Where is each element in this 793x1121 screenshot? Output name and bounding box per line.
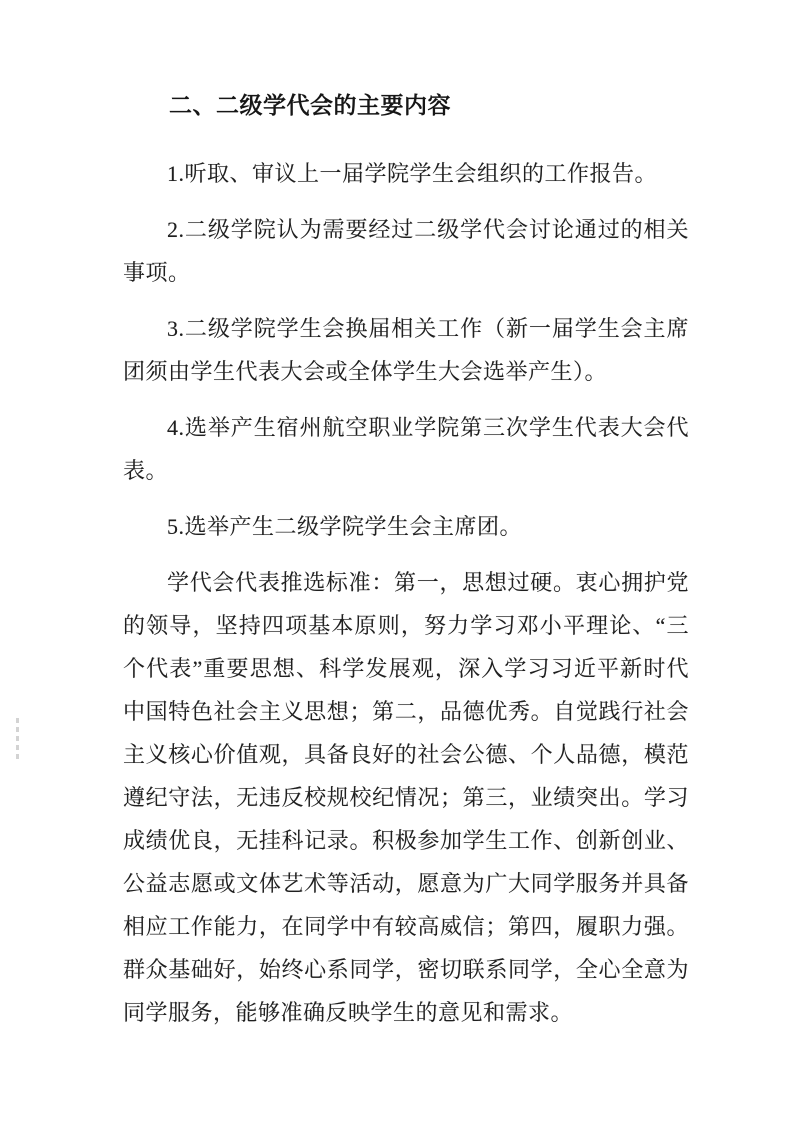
paragraph: 学代会代表推选标准：第一，思想过硬。衷心拥护党的领导，坚持四项基本原则，努力学习邓小平理论、“三个代表”重要思想、科学发展观，深入学习习近平新时代中国特色社会主义思想；第二，品德优秀。自觉践行社会主义核心价值观，具备良好的社会公德、个人品德，模范遵纪守法，无违反校规校纪情况；第三，业绩突出。学习成绩优良，无挂科记录。积极参加学生工作、创新创业、公益志愿或文体艺术等活动，愿意为广大同学服务并具备相应工作能力，在同学中有较高威信；第四，履职力强。群众基础好，始终心系同学，密切联系同学，全心全意为同学服务，能够准确反映学生的意见和需求。	[123, 570, 689, 1025]
paragraph: 1.听取、审议上一届学院学生会组织的工作报告。	[167, 161, 658, 186]
paragraph: 2.二级学院认为需要经过二级学代会讨论通过的相关事项。	[123, 217, 689, 285]
paragraph: 3.二级学院学生会换届相关工作（新一届学生会主席团须由学生代表大会或全体学生大会选举产生）。	[123, 316, 689, 384]
paragraph: 5.选举产生二级学院学生会主席团。	[167, 514, 523, 539]
paragraph: 4.选举产生宿州航空职业学院第三次学生代表大会代表。	[123, 415, 689, 483]
paragraphs-container	[123, 152, 689, 1034]
section-heading: 二、二级学代会的主要内容	[169, 92, 451, 118]
document-content	[123, 90, 689, 1034]
scan-artifact-mark	[16, 718, 19, 762]
